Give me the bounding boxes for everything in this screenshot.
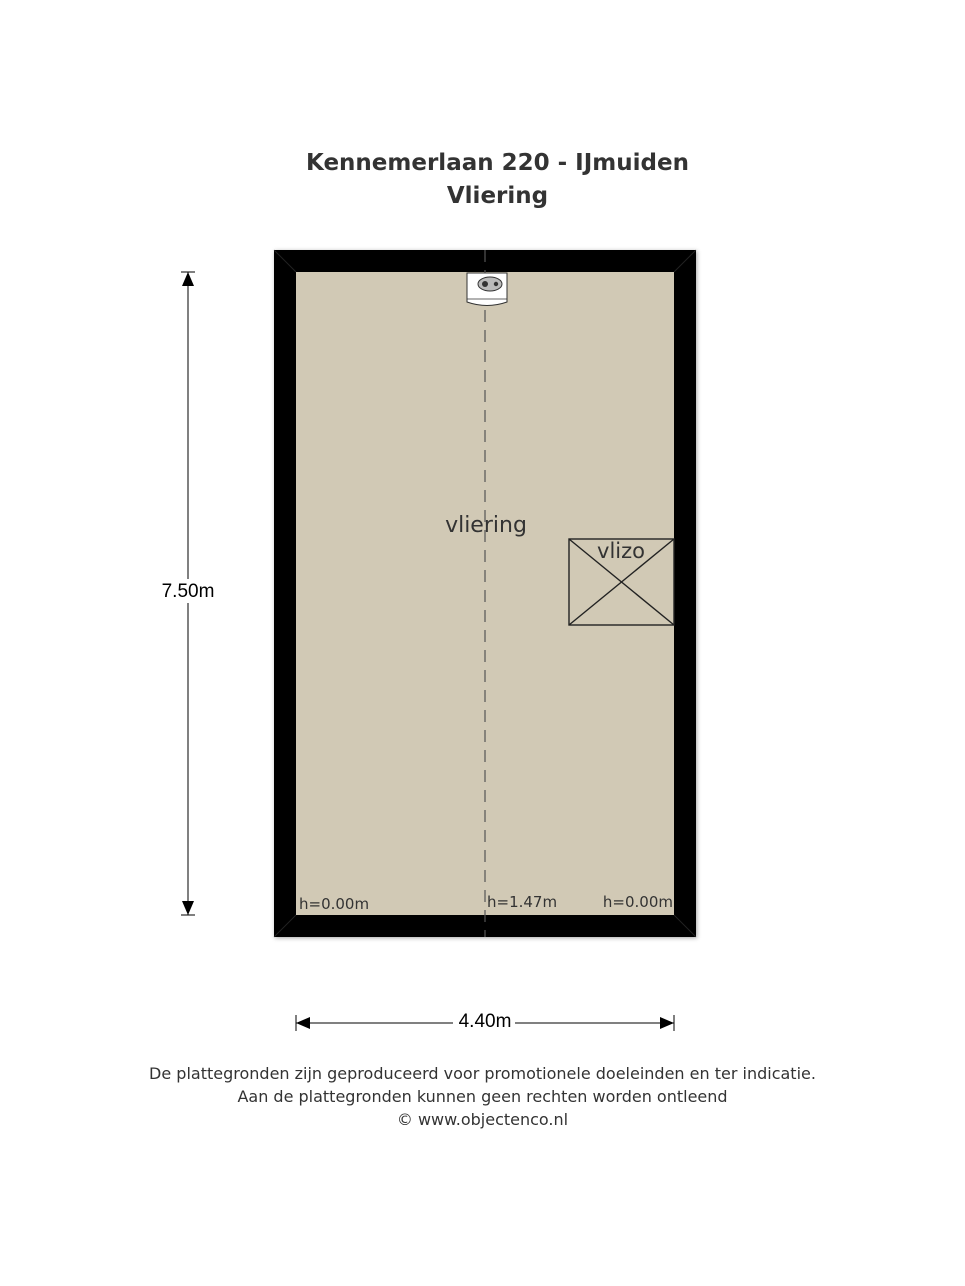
disclaimer-line-1: De plattegronden zijn geproduceerd voor promotionele doeleinden en ter indicatie.: [149, 1064, 816, 1083]
dimension-height-label: 7.50m: [161, 581, 215, 602]
disclaimer-line-2: Aan de plattegronden kunnen geen rechten worden ontleend: [237, 1087, 728, 1106]
dimension-width-label: 4.40m: [458, 1011, 512, 1032]
height-label-left: h=0.00m: [299, 895, 370, 913]
copyright-line: © www.objectenco.nl: [396, 1110, 569, 1129]
floor-name: Vliering: [446, 183, 549, 209]
boiler-icon: [467, 273, 507, 306]
hatch-label: vlizo: [597, 539, 645, 563]
room-label: vliering: [445, 513, 527, 538]
height-label-center: h=1.47m: [487, 893, 558, 911]
height-label-right: h=0.00m: [602, 893, 673, 911]
page-title: Kennemerlaan 220 - IJmuiden: [306, 150, 689, 176]
